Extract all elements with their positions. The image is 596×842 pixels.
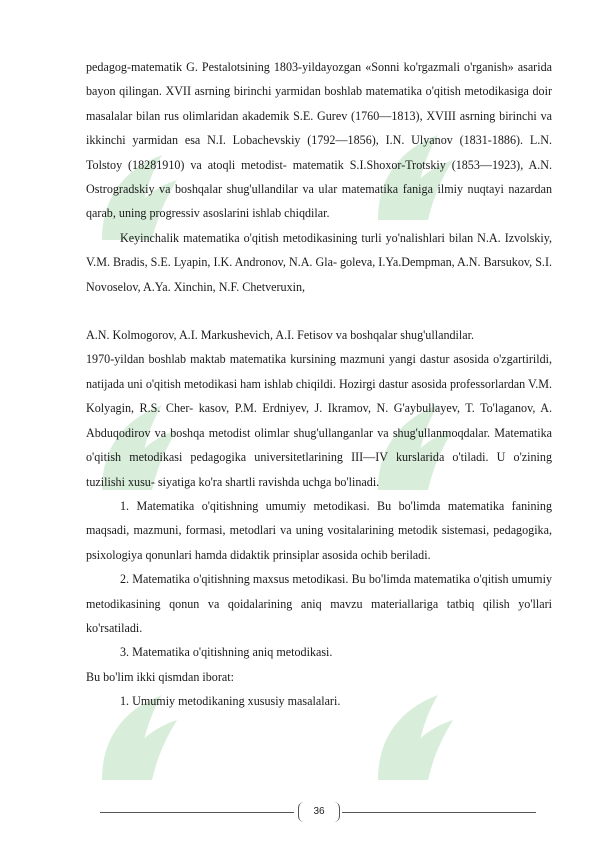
paragraph: 3. Matematika o'qitishning aniq metodikasi. [120,645,333,660]
page-number: 36 [298,802,340,822]
blank-line [86,299,552,323]
paragraph: 1970-yildan boshlab maktab matematika kursining mazmuni yangi dastur asosida o'zgartirildi, natijada uni o'qitish metodikasi ham ishlab chiqildi. Hozirgi dastur asosida professorlardan V.M. Kolyagin, R.S. Cher- kasov, P.M. Erdniyev, J. Ikramov, N. G'aybullayev, T. To'laganov, A. Abduqodirov va boshqa metodist olimlar shug'ullanganlar va shug'ullanmoqdalar. Matematika o'qitish metodikasi pedagogika universitetlarining III—IV kurslarida o'tiladi. U o'zining tuzilishi xusu- siyatiga ko'ra shartli ravishda uchga bo'linadi. [86,352,552,489]
paragraph: Bu bo'lim ikki qismdan iborat: [86,669,234,684]
paragraph: 1. Umumiy metodikaning xususiy masalalari. [120,694,341,709]
body-text [86,55,552,714]
page-footer [100,800,536,824]
footer-rule-left [100,812,294,813]
paragraph: A.N. Kolmogorov, A.I. Markushevich, A.I. Fetisov va boshqalar shug'ullandilar. [86,328,475,343]
paragraph: pedagog-matematik G. Pestalotsining 1803-yildayozgan «Sonni ko'rgazmali o'rganish» asarida bayon qilingan. XVII asrning birinchi yarmidan boshlab matematika o'qitish metodikasiga doir masalalar bilan rus olimlaridan akademik S.E. Gurev (1760—1813), XVIII asrning birinchi va ikkinchi yarmidan esa N.I. Lobachevskiy (1792—1856), I.N. Ulyanov (1831-1886). L.N. Tolstoy (18281910) va atoqli metodist- matematik S.I.Shoxor-Trotskiy (1853—1923), A.N. Ostrogradskiy va boshqalar shug'ullandilar va ular matematika faniga ilmiy nuqtayi nazardan qarab, uning progressiv asoslarini ishlab chiqdilar. [86,60,552,221]
paragraph: 1. Matematika o'qitishning umumiy metodikasi. Bu bo'limda matematika fanining maqsadi, mazmuni, formasi, metodlari va uning vositalarining metodik sistemasi, pedagogika, psixologiya qonunlari hamda didaktik prinsiplar asosida ochib beriladi. [86,498,552,562]
footer-rule-right [342,812,536,813]
paragraph: Keyinchalik matematika o'qitish metodikasining turli yo'nalishlari bilan N.A. Izvolskiy, V.M. Bradis, S.E. Lyapin, I.K. Andronov, N.A. Gla- goleva, I.Ya.Dempman, A.N. Barsukov, S.I. Novoselov, A.Ya. Xinchin, N.F. Chetveruxin, [86,230,552,294]
paragraph: 2. Matematika o'qitishning maxsus metodikasi. Bu bo'limda matematika o'qitish umumiy metodikasining qonun va qoidalarining aniq mavzu materiallariga tatbiq qilish yo'llari ko'rsatiladi. [86,572,552,635]
